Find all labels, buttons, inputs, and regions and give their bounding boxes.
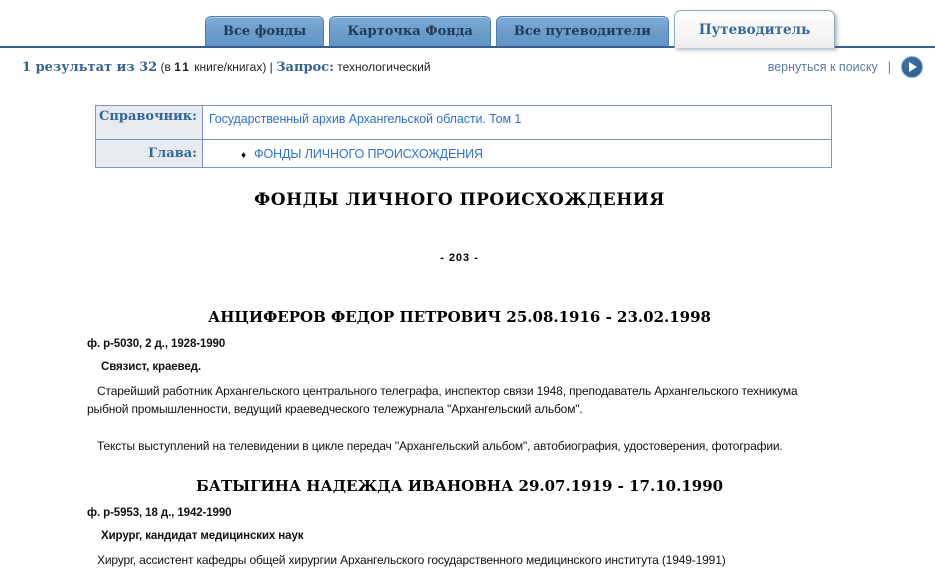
tab-all-guides[interactable]: Все путеводители (496, 16, 669, 46)
guide-info-table (95, 105, 832, 168)
guide-value-cell (202, 106, 831, 140)
guide-label: Справочник: (96, 106, 203, 140)
table-row (96, 140, 832, 168)
tab-fond-card[interactable]: Карточка Фонда (329, 16, 491, 46)
archive-entry (87, 308, 832, 456)
chapter-label: Глава: (96, 140, 203, 168)
fond-reference: ф. р-5030, 2 д., 1928-1990 (87, 338, 832, 350)
back-to-search-link[interactable]: вернуться к поиску (768, 60, 878, 74)
diamond-bullet-icon: ♦ (241, 150, 246, 161)
entry-paragraph: Тексты выступлений на телевидении в цикле передач "Архангельский альбом", автобиография, удостоверения, фотографии. (87, 438, 832, 456)
entry-paragraph: Хирург, ассистент кафедры общей хирургии Архангельского государственного медицинского института (1949-1991) (87, 552, 832, 569)
books-count: 11 (174, 60, 191, 74)
chapter-title: ФОНДЫ ЛИЧНОГО ПРОИСХОЖДЕНИЯ (87, 190, 832, 210)
next-result-button[interactable] (901, 56, 923, 78)
query-value: технологический (337, 60, 430, 74)
occupation-line: Связист, краевед. (87, 361, 832, 373)
back-separator: | (888, 60, 891, 74)
play-arrow-icon (909, 62, 917, 72)
page-number: - 203 - (87, 252, 832, 264)
entry-heading: АНЦИФЕРОВ ФЕДОР ПЕТРОВИЧ 25.08.1916 - 23.02.1998 (87, 308, 832, 326)
results-summary (22, 60, 431, 75)
table-row (96, 106, 832, 140)
guide-link[interactable]: Государственный архив Архангельской области. Том 1 (209, 112, 521, 126)
occupation-line: Хирург, кандидат медицинских наук (87, 530, 832, 542)
results-bar (0, 48, 935, 78)
fond-reference: ф. р-5953, 18 д., 1942-1990 (87, 507, 832, 519)
tab-all-fonds[interactable]: Все фонды (205, 16, 324, 46)
entry-paragraph: Старейший работник Архангельского центрального телеграфа, инспектор связи 1948, преподаватель Архангельского техникума рыбной промышленности, ведущий краеведческого тележурнала "Архангельский альбом". (87, 383, 832, 418)
tab-bar (0, 0, 935, 48)
separator: | (270, 60, 273, 74)
entry-heading: БАТЫГИНА НАДЕЖДА ИВАНОВНА 29.07.1919 - 17.10.1990 (87, 477, 832, 495)
query-label: Запрос: (276, 60, 334, 75)
books-open: (в (161, 60, 171, 74)
chapter-link[interactable]: ФОНДЫ ЛИЧНОГО ПРОИСХОЖДЕНИЯ (254, 147, 483, 161)
archive-entry (87, 477, 832, 569)
books-close: книге/книгах) (194, 60, 266, 74)
chapter-value-cell (202, 140, 831, 168)
results-count: 1 результат из 32 (22, 60, 157, 75)
results-actions (768, 56, 923, 78)
tab-guide-active[interactable]: Путеводитель (674, 10, 835, 48)
document-content (87, 190, 832, 569)
